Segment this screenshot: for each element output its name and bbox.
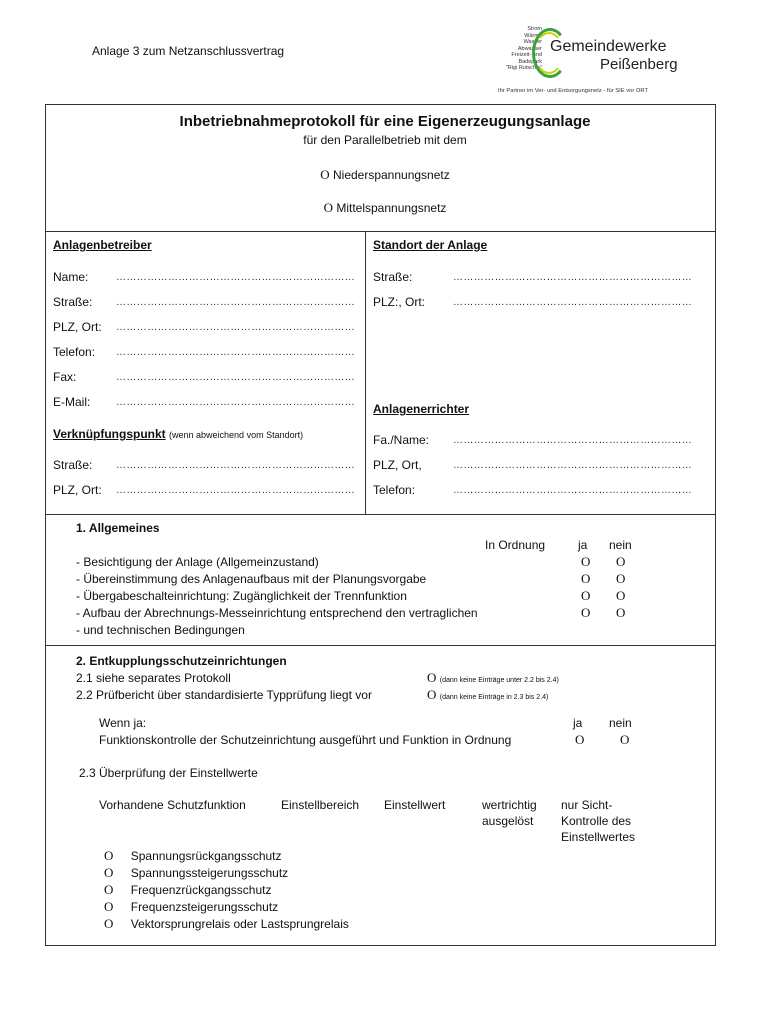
connection-zip-label: PLZ, Ort: (53, 483, 102, 497)
protection-function-3[interactable]: O Frequenzrückgangsschutz (104, 882, 272, 897)
function-check-yes-radio[interactable]: O (575, 732, 585, 747)
general-heading: 1. Allgemeines (76, 521, 160, 535)
radio-circle-icon[interactable]: O (104, 899, 114, 914)
col-yes: ja (578, 538, 588, 552)
general-4-yes-radio[interactable]: O (581, 605, 591, 620)
protection-item-2-1: 2.1 siehe separates Protokoll (76, 671, 231, 685)
operator-zip-label: PLZ, Ort: (53, 320, 102, 334)
col-triggered-1: wertrichtig (482, 798, 537, 812)
radio-circle-icon[interactable]: O (427, 670, 437, 685)
general-1-yes-radio[interactable]: O (581, 554, 591, 569)
location-street-field[interactable]: …………………………………………………………… (453, 272, 693, 283)
operator-street-field[interactable]: …………………………………………………………… (116, 297, 356, 308)
divider (45, 645, 716, 646)
logo-tagline: Ihr Partner im Ver- und Entsorgungsnetz - für SIE vor ORT (498, 88, 649, 94)
option-mittelspannung[interactable]: O Mittelspannungsnetz (323, 200, 447, 215)
general-3-yes-radio[interactable]: O (581, 588, 591, 603)
col-visual-1: nur Sicht- (561, 798, 613, 812)
function-check-no-radio[interactable]: O (620, 732, 630, 747)
operator-fax-field[interactable]: …………………………………………………………… (116, 372, 356, 383)
col-no-2: nein (609, 716, 632, 730)
protection-item-2-3: 2.3 Überprüfung der Einstellwerte (79, 766, 258, 780)
radio-circle-icon[interactable]: O (104, 865, 114, 880)
general-item-4: - Aufbau der Abrechnungs-Messeinrichtung entsprechend den vertraglichen (76, 606, 478, 620)
col-triggered-2: ausgelöst (482, 814, 534, 828)
general-item-2: - Übereinstimmung des Anlagenaufbaus mit der Planungsvorgabe (76, 572, 427, 586)
annex-label: Anlage 3 zum Netzanschlussvertrag (92, 44, 285, 58)
operator-email-field[interactable]: …………………………………………………………… (116, 397, 356, 408)
operator-name-field[interactable]: …………………………………………………………… (116, 272, 356, 283)
general-2-no-radio[interactable]: O (616, 571, 626, 586)
protection-2-1-option[interactable]: O (dann keine Einträge unter 2.2 bis 2.4) (427, 670, 559, 685)
operator-street-label: Straße: (53, 295, 93, 309)
logo-name-line2: Peißenberg (600, 56, 678, 73)
general-item-1: - Besichtigung der Anlage (Allgemeinzustand) (76, 555, 319, 569)
operator-zip-field[interactable]: …………………………………………………………… (116, 322, 356, 333)
general-1-no-radio[interactable]: O (616, 554, 626, 569)
protection-function-4[interactable]: O Frequenzsteigerungsschutz (104, 899, 279, 914)
installer-phone-label: Telefon: (373, 483, 416, 497)
installer-zip-label: PLZ, Ort, (373, 458, 422, 472)
column-divider (365, 231, 366, 514)
radio-circle-icon[interactable]: O (323, 200, 333, 215)
general-4-no-radio[interactable]: O (616, 605, 626, 620)
installer-phone-field[interactable]: …………………………………………………………… (453, 485, 693, 496)
col-range: Einstellbereich (281, 798, 360, 812)
general-item-5: - und technischen Bedingungen (76, 623, 245, 637)
operator-email-label: E-Mail: (53, 395, 91, 409)
protection-function-2[interactable]: O Spannungssteigerungsschutz (104, 865, 289, 880)
operator-phone-field[interactable]: …………………………………………………………… (116, 347, 356, 358)
radio-circle-icon[interactable]: O (427, 687, 437, 702)
page-title: Inbetriebnahmeprotokoll für eine Eigenerzeugungsanlage (179, 113, 591, 130)
col-value: Einstellwert (384, 798, 446, 812)
installer-name-field[interactable]: …………………………………………………………… (453, 435, 693, 446)
logo-services: Strom Wärme Wasser Abwasser Freizeit- und Badepark "Rigi Rutsch'n" (505, 26, 542, 71)
col-no: nein (609, 538, 632, 552)
operator-fax-label: Fax: (53, 370, 77, 384)
operator-phone-label: Telefon: (53, 345, 96, 359)
general-3-no-radio[interactable]: O (616, 588, 626, 603)
protection-function-5[interactable]: O Vektorsprungrelais oder Lastsprungrelais (104, 916, 349, 931)
divider (45, 514, 716, 515)
connection-street-label: Straße: (53, 458, 93, 472)
divider (45, 231, 716, 232)
col-yes-2: ja (573, 716, 583, 730)
connection-zip-field[interactable]: …………………………………………………………… (116, 485, 356, 496)
protection-item-2-2: 2.2 Prüfbericht über standardisierte Typprüfung liegt vor (76, 688, 372, 702)
if-yes-label: Wenn ja: (99, 716, 147, 730)
connection-street-field[interactable]: …………………………………………………………… (116, 460, 356, 471)
general-2-yes-radio[interactable]: O (581, 571, 591, 586)
protection-heading: 2. Entkupplungsschutzeinrichtungen (76, 654, 287, 668)
logo-name-line1: Gemeindewerke (550, 38, 667, 55)
radio-circle-icon[interactable]: O (104, 848, 114, 863)
location-zip-field[interactable]: …………………………………………………………… (453, 297, 693, 308)
col-in-order: In Ordnung (485, 538, 546, 552)
protection-2-2-option[interactable]: O (dann keine Einträge in 2.3 bis 2.4) (427, 687, 549, 702)
operator-name-label: Name: (53, 270, 89, 284)
location-street-label: Straße: (373, 270, 413, 284)
installer-zip-field[interactable]: …………………………………………………………… (453, 460, 693, 471)
radio-circle-icon[interactable]: O (320, 167, 330, 182)
location-zip-label: PLZ:, Ort: (373, 295, 426, 309)
col-function: Vorhandene Schutzfunktion (99, 798, 246, 812)
company-logo (496, 20, 686, 100)
general-item-3: - Übergabeschalteinrichtung: Zugänglichkeit der Trennfunktion (76, 589, 407, 603)
radio-circle-icon[interactable]: O (104, 916, 114, 931)
col-visual-3: Einstellwertes (561, 830, 636, 844)
installer-heading: Anlagenerrichter (373, 402, 470, 416)
installer-name-label: Fa./Name: (373, 433, 430, 447)
function-check-label: Funktionskontrolle der Schutzeinrichtung ausgeführt und Funktion in Ordnung (99, 733, 512, 747)
connection-point-heading: Verknüpfungspunkt (wenn abweichend vom Standort) (53, 427, 304, 441)
radio-circle-icon[interactable]: O (104, 882, 114, 897)
col-visual-2: Kontrolle des (561, 814, 632, 828)
operator-heading: Anlagenbetreiber (53, 238, 152, 252)
page-subtitle: für den Parallelbetrieb mit dem (303, 133, 467, 147)
protection-function-1[interactable]: O Spannungsrückgangsschutz (104, 848, 282, 863)
location-heading: Standort der Anlage (373, 238, 488, 252)
option-niederspannung[interactable]: O Niederspannungsnetz (320, 167, 450, 182)
